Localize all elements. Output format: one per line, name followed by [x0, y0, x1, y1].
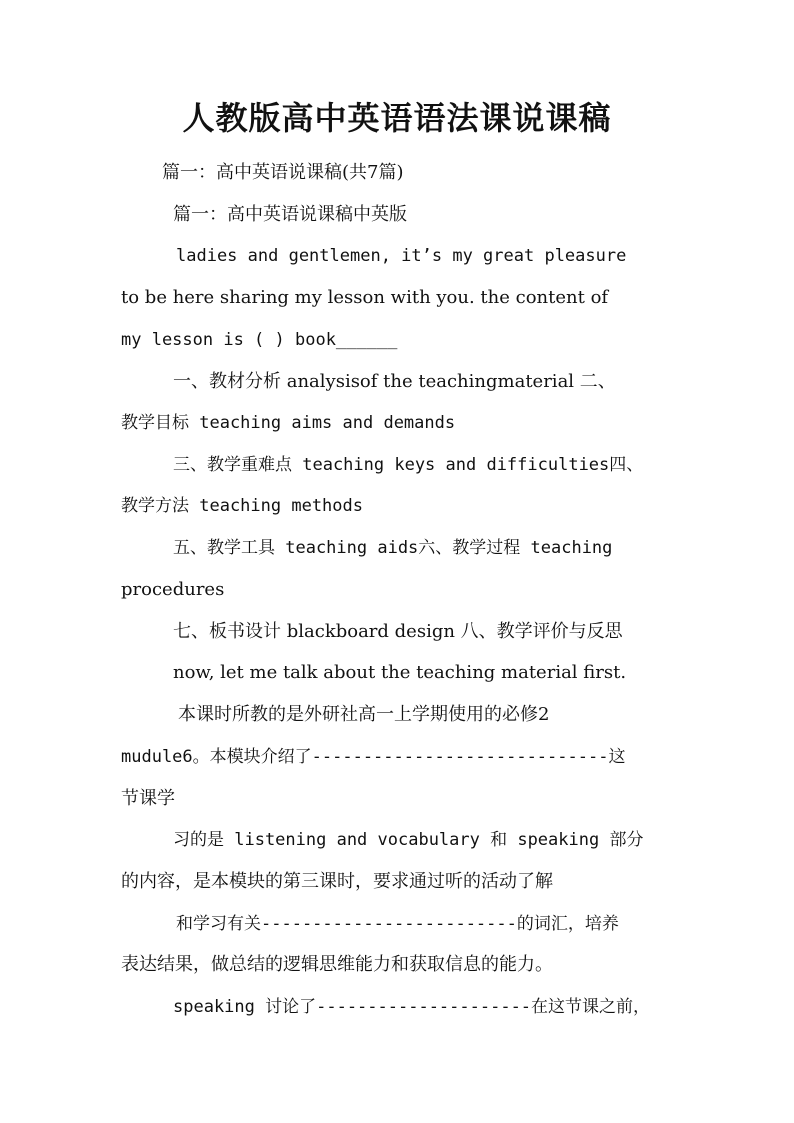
document-title: 人教版高中英语语法课说课稿	[182, 99, 612, 137]
text-line: to be here sharing my lesson with you. the content of	[121, 287, 609, 308]
text-line: procedures	[121, 579, 225, 600]
text-line: 习的是 listening and vocabulary 和 speaking 部分	[173, 830, 644, 850]
text-line: 本课时所教的是外研社高一上学期使用的必修2	[178, 704, 550, 725]
text-line: 和学习有关-------------------------的词汇，培养	[176, 914, 619, 934]
text-line: mudule6。本模块介绍了-----------------------------这	[121, 747, 626, 767]
text-line: 五、教学工具 teaching aids六、教学过程 teaching	[173, 538, 613, 558]
text-line: 七、板书设计 blackboard design 八、教学评价与反思	[173, 621, 623, 642]
text-line: my lesson is ( ) book______	[121, 330, 398, 350]
text-line: 三、教学重难点 teaching keys and difficulties四、	[173, 455, 644, 475]
text-line: 节课学	[121, 788, 175, 809]
text-line: ladies and gentlemen, it’s my great pleasure	[176, 246, 627, 266]
text-line: 的内容，是本模块的第三课时，要求通过听的活动了解	[121, 871, 553, 892]
text-line: 表达结果，做总结的逻辑思维能力和获取信息的能力。	[121, 954, 553, 975]
text-line: 教学目标 teaching aims and demands	[121, 413, 456, 433]
text-line: 篇一：高中英语说课稿中英版	[173, 204, 407, 225]
text-line: now, let me talk about the teaching material first.	[173, 662, 627, 683]
text-line: 一、教材分析 analysisof the teachingmaterial 二、	[173, 371, 616, 392]
text-line: 教学方法 teaching methods	[121, 496, 363, 516]
text-line: 篇一：高中英语说课稿(共7篇)	[162, 162, 404, 183]
text-line: speaking 讨论了---------------------在这节课之前，	[173, 997, 651, 1017]
